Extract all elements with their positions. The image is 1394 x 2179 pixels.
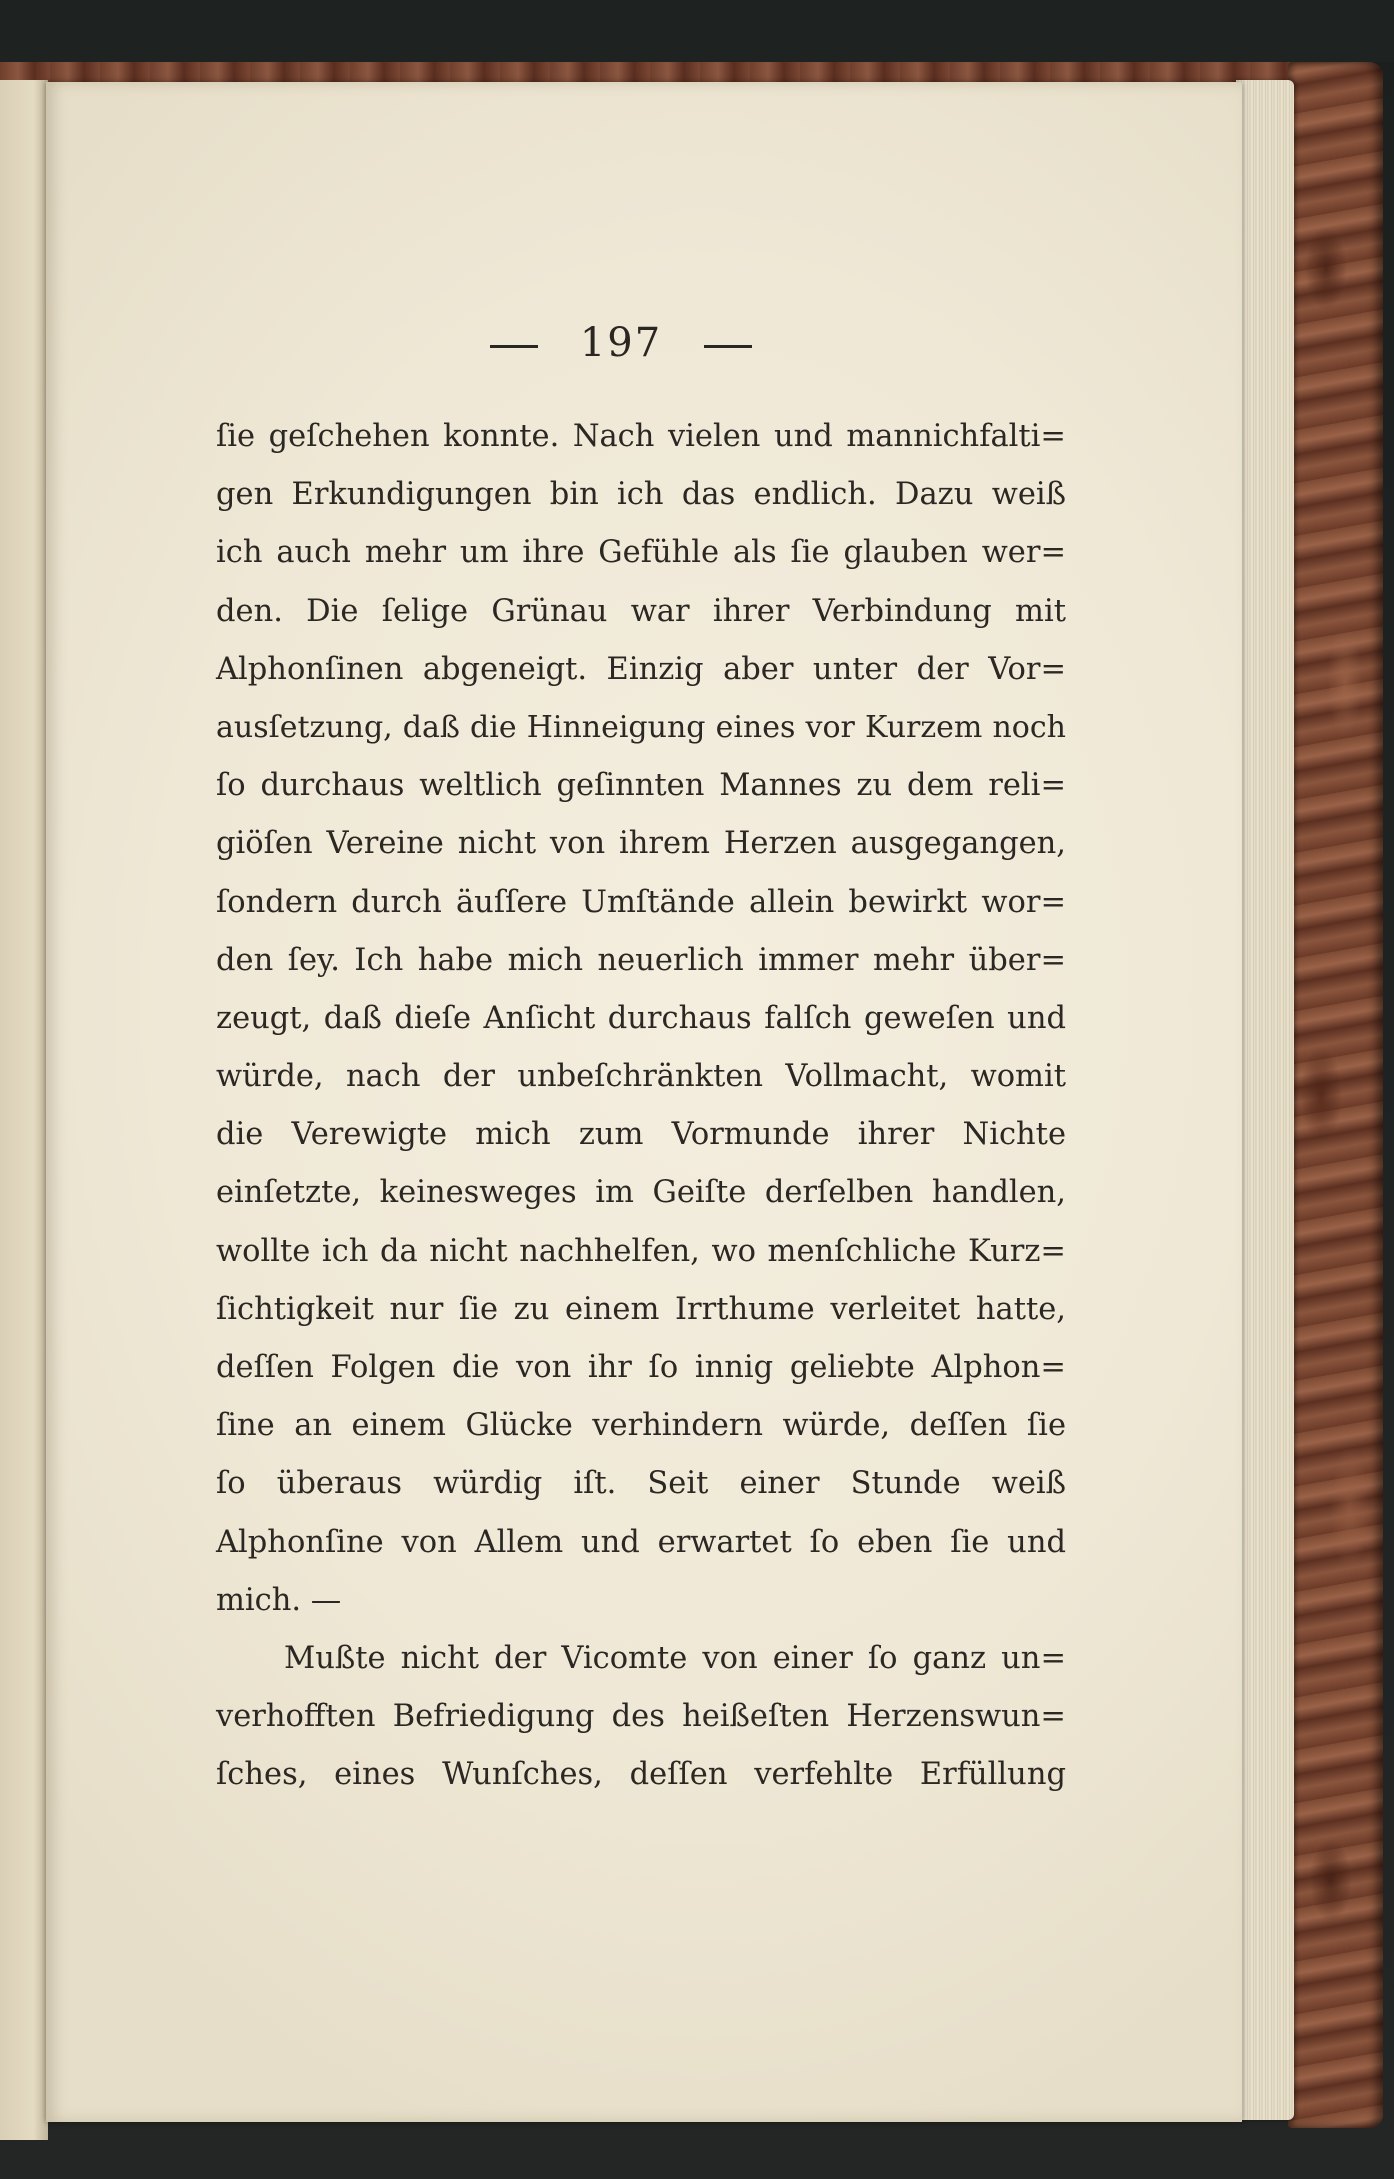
facing-page-edge (0, 80, 48, 2140)
text-line: wollte ich da nicht nachhelfen, wo menſchliche Kurz= (216, 1233, 1066, 1269)
text-line: den ſey. Ich habe mich neuerlich immer mehr über= (216, 942, 1066, 978)
text-line: ſo überaus würdig iſt. Seit einer Stunde weiß (216, 1466, 1066, 1502)
body-text (216, 408, 1066, 1805)
text-line: den. Die ſelige Grünau war ihrer Verbindung mit (216, 593, 1066, 629)
text-line: ſches, eines Wunſches, deſſen verfehlte Erfüllung (216, 1757, 1066, 1793)
text-line: deſſen Folgen die von ihr ſo innig geliebte Alphon= (216, 1350, 1066, 1385)
text-line: die Verewigte mich zum Vormunde ihrer Nichte (216, 1117, 1066, 1153)
header-dash-left (490, 345, 538, 348)
text-line: Alphonſinen abgeneigt. Einzig aber unter der Vor= (216, 651, 1066, 687)
text-line: ſie geſchehen konnte. Nach vielen und mannichfalti= (216, 419, 1066, 454)
text-line: Alphonſine von Allem und erwartet ſo eben ſie und (216, 1524, 1066, 1560)
text-line: ſondern durch äuſſere Umſtände allein bewirkt wor= (216, 884, 1066, 920)
text-line: Mußte nicht der Vicomte von einer ſo ganz un= (284, 1640, 1066, 1676)
page-header (46, 320, 1196, 366)
text-line: zeugt, daß dieſe Anſicht durchaus falſch geweſen und (216, 1000, 1066, 1036)
text-line: mich. — (216, 1582, 342, 1618)
text-line: verhofften Befriedigung des heißeſten Herzenswun= (216, 1699, 1066, 1735)
text-line: giöſen Vereine nicht von ihrem Herzen ausgegangen, (216, 826, 1066, 862)
text-line: ausſetzung, daß die Hinneigung eines vor Kurzem noch (216, 709, 1066, 745)
text-line: ich auch mehr um ihre Gefühle als ſie glauben wer= (216, 535, 1066, 571)
page-edges (1236, 80, 1294, 2120)
text-line: würde, nach der unbeſchränkten Vollmacht, womit (216, 1059, 1066, 1095)
text-line: ſo durchaus weltlich geſinnten Mannes zu dem reli= (216, 768, 1066, 804)
text-line: gen Erkundigungen bin ich das endlich. Dazu weiß (216, 477, 1066, 513)
leather-binding (1288, 62, 1383, 2128)
book-page (46, 82, 1242, 2122)
background (0, 0, 1394, 62)
text-line: ſichtigkeit nur ſie zu einem Irrthume verleitet hatte, (216, 1291, 1066, 1327)
text-line: einſetzte, keinesweges im Geiſte derſelben handlen, (216, 1175, 1066, 1211)
header-dash-right (704, 345, 752, 348)
text-line: ſine an einem Glücke verhindern würde, deſſen ſie (216, 1408, 1066, 1444)
page-number: 197 (579, 320, 663, 366)
